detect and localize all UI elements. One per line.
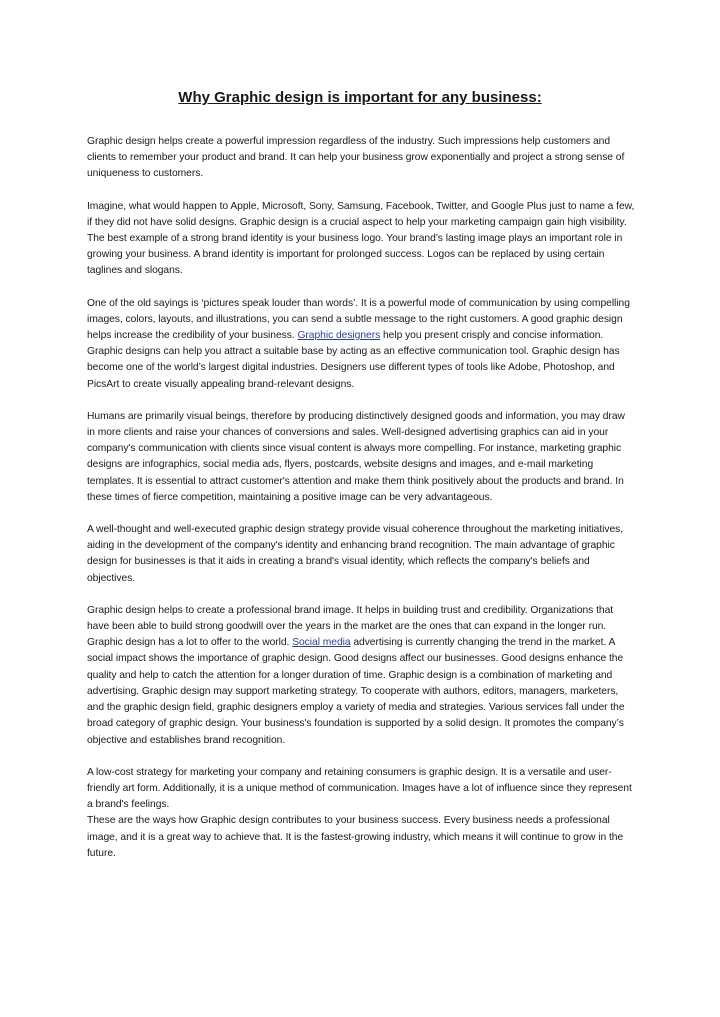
paragraph-conclusion: These are the ways how Graphic design contributes to your business success. Every business needs a professional image, and it is a great way to achieve that. It is the fastest-growing industry, which means it will continue to grow in the future. — [87, 815, 624, 859]
paragraph-pictures-text-start: One of the old sayings is ‘pictures speak louder than words’. It is a powerful mode of communication by using compelling images, colors, layouts, and illustrations, you can send a subtle message to the right customers. A good graphic design helps increase the credibility of your business. — [87, 297, 630, 342]
paragraph-low-cost: A low-cost strategy for marketing your company and retaining consumers is graphic design. It is a versatile and user-friendly art form. Additionally, it is a unique method of communication. Images have a lot of influence since they represent a brand's feelings. — [87, 766, 632, 811]
paragraph-brand-image-text-start: Graphic design helps to create a professional brand image. It helps in building trust and credibility. Organizations that have been able to build strong goodwill over the years in the market are the ones that can expand in the longer run. Graphic design has a lot to offer to the world. — [87, 604, 614, 649]
document-body — [87, 134, 635, 878]
paragraph-pictures — [87, 296, 635, 393]
paragraph-intro: Graphic design helps create a powerful impression regardless of the industry. Such impressions help customers and clients to remember your product and brand. It can help your business grow exponentially and project a strong sense of uniqueness to customers. — [87, 136, 625, 180]
paragraph-brand-image — [87, 603, 635, 749]
page-title: Why Graphic design is important for any business: — [178, 89, 542, 106]
paragraph-pictures-text-end: help you present crisply and concise information. Graphic designs can help you attract a suitable base by acting as an effective communication tool. Graphic design has become one of the world’s largest digital industries. Designers use different types of tools like Adobe, Photoshop, and PicsArt to create visually appealing brand-relevant designs. — [87, 330, 620, 390]
paragraph-visual-beings: Humans are primarily visual beings, therefore by producing distinctively designed goods and information, you may draw in more clients and raise your chances of conversions and sales. Well-designed advertising graphics can aid in your company's communication with clients since visual content is always more compelling. For instance, marketing graphic designs are infographics, social media ads, flyers, postcards, website designs and images, and e-mail marketing templates. It is essential to attract customer's attention and make them think positively about the products and brand. In these times of fierce competition, maintaining a positive image can be very advantageous. — [87, 410, 625, 503]
social-media-link[interactable]: Social media — [292, 637, 351, 649]
paragraph-strategy: A well-thought and well-executed graphic design strategy provide visual coherence throughout the marketing initiatives, aiding in the development of the company's identity and enhancing brand recognition. The main advantage of graphic design for businesses is that it aids in creating a brand's visual identity, which reflects the company's beliefs and objectives. — [87, 524, 624, 584]
paragraph-brand-image-text-end: advertising is currently changing the trend in the market. A social impact shows the importance of graphic design. Good designs affect our businesses. Good designs enhance the quality and help to catch the attention for a longer duration of time. Graphic design is a combination of marketing and advertising. Graphic design may support marketing strategy. To cooperate with authors, editors, managers, marketers, and the graphic design field, graphic designers employ a variety of media and strategies. Various services fall under the broad category of graphic design. Your business's foundation is supported by a solid design. It promotes the company’s objective and establishes brand recognition. — [87, 637, 625, 746]
paragraph-brands: Imagine, what would happen to Apple, Microsoft, Sony, Samsung, Facebook, Twitter, and Google Plus just to name a few, if they did not have solid designs. Graphic design is a crucial aspect to help your marketing campaign gain high visibility. The best example of a strong brand identity is your business logo. Your brand’s lasting image plays an important role in growing your business. A brand identity is important for prolonged success. Logos can be replaced by using certain taglines and slogans. — [87, 200, 635, 277]
graphic-designers-link[interactable]: Graphic designers — [297, 330, 381, 342]
